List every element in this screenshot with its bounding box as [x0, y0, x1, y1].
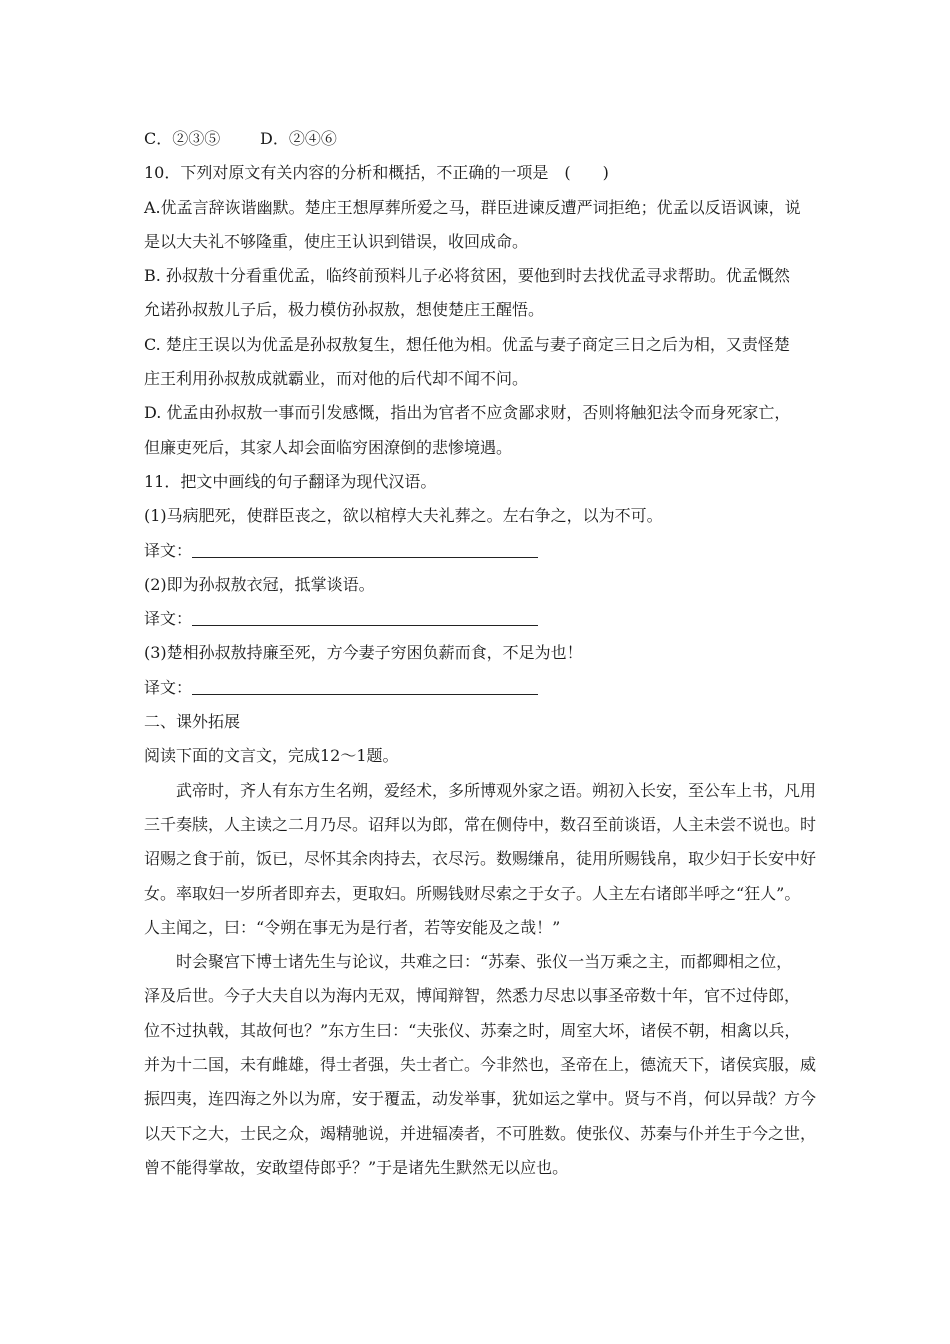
translation-blank[interactable] — [192, 539, 538, 558]
passage-line: 位不过执戟，其故何也？”东方生曰：“夫张仪、苏秦之时，周室大坏，诸侯不朝，相禽以兵， — [144, 1020, 801, 1040]
option-d: D．②④⑥ — [260, 129, 337, 148]
passage-line: 振四夷，连四海之外以为席，安于覆盂，动发举事，犹如运之掌中。贤与不肖，何以异哉？方今 — [144, 1089, 817, 1109]
translation-label: 译文： — [144, 540, 193, 560]
passage-line: 以天下之大，士民之众，竭精驰说，并进辐凑者，不可胜数。使张仪、苏秦与仆并生于今之世， — [144, 1123, 817, 1143]
q11-item-3: (3)楚相孙叔敖持廉至死，方今妻子穷困负薪而食，不足为也！ — [144, 643, 583, 663]
passage-line: 并为十二国，未有雌雄，得士者强，失士者亡。今非然也，圣帝在上，德流天下，诸侯宾服，威 — [144, 1055, 817, 1075]
section-heading: 二、课外拓展 — [144, 712, 241, 732]
document-page — [144, 122, 829, 1185]
q11-stem: 11．把文中画线的句子翻译为现代汉语。 — [144, 471, 437, 491]
q10-option-a-line2: 是以大夫礼不够隆重，使庄王认识到错误，收回成命。 — [144, 231, 529, 251]
option-c: C．②③⑤ — [144, 129, 221, 148]
passage-line: 诏赐之食于前，饭已，尽怀其余肉持去，衣尽污。数赐缣帛，徒用所赐钱帛，取少妇于长安中好 — [144, 849, 817, 869]
q10-option-d-line1: D. 优孟由孙叔敖一事而引发感慨，指出为官者不应贪鄙求财，否则将触犯法令而身死家亡， — [144, 403, 791, 423]
q10-option-c-line1: C. 楚庄王误以为优孟是孙叔敖复生，想任他为相。优孟与妻子商定三日之后为相，又责怪楚 — [144, 334, 790, 354]
passage-line: 三千奏牍，人主读之二月乃尽。诏拜以为郎，常在侧侍中，数召至前谈语，人主未尝不说也。时 — [144, 814, 817, 834]
translation-row — [144, 602, 829, 636]
q10-option-d-line2: 但廉吏死后，其家人却会面临穷困潦倒的悲惨境遇。 — [144, 437, 513, 457]
q10-option-c-line2: 庄王利用孙叔敖成就霸业，而对他的后代却不闻不问。 — [144, 369, 529, 389]
section-instruction: 阅读下面的文言文，完成12～1题。 — [144, 746, 399, 766]
translation-blank[interactable] — [192, 607, 538, 626]
q10-option-a-line1: A.优孟言辞诙谐幽默。楚庄王想厚葬所爱之马，群臣进谏反遭严词拒绝；优孟以反语讽谏，说 — [144, 197, 801, 217]
q10-option-b-line2: 允诺孙叔敖儿子后，极力模仿孙叔敖，想使楚庄王醒悟。 — [144, 300, 545, 320]
translation-row — [144, 534, 829, 568]
q11-item-1: (1)马病肥死，使群臣丧之，欲以棺椁大夫礼葬之。左右争之，以为不可。 — [144, 506, 663, 526]
q10-stem: 10．下列对原文有关内容的分析和概括，不正确的一项是 ( ) — [144, 163, 609, 183]
passage-line: 女。率取妇一岁所者即弃去，更取妇。所赐钱财尽索之于女子。人主左右诸郎半呼之“狂人”。 — [144, 883, 801, 903]
translation-label: 译文： — [144, 677, 193, 697]
passage-line: 泽及后世。今子大夫自以为海内无双，博闻辩智，然悉力尽忠以事圣帝数十年，官不过侍郎， — [144, 986, 801, 1006]
passage-line: 武帝时，齐人有东方生名朔，爱经术，多所博观外家之语。朔初入长安，至公车上书，凡用 — [176, 780, 817, 800]
passage-line: 人主闻之，曰：“令朔在事无为是行者，若等安能及之哉！” — [144, 917, 561, 937]
q9-options — [144, 122, 829, 156]
translation-blank[interactable] — [192, 676, 538, 695]
translation-label: 译文： — [144, 609, 193, 629]
passage-line: 曾不能得掌故，安敢望侍郎乎？”于是诸先生默然无以应也。 — [144, 1157, 569, 1177]
q11-item-2: (2)即为孙叔敖衣冠，抵掌谈语。 — [144, 574, 375, 594]
q10-option-b-line1: B. 孙叔敖十分看重优孟，临终前预料儿子必将贫困，要他到时去找优孟寻求帮助。优孟慨然 — [144, 266, 790, 286]
passage-line: 时会聚宫下博士诸先生与论议，共难之曰：“苏秦、张仪一当万乘之主，而都卿相之位， — [176, 952, 793, 972]
translation-row — [144, 671, 829, 705]
